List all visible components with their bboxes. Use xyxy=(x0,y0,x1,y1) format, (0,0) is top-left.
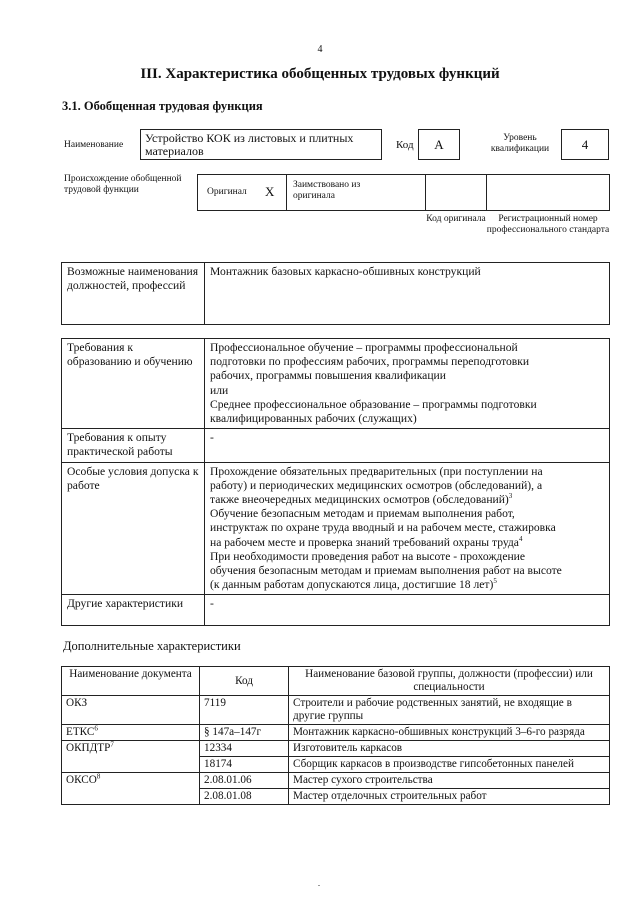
level-value: 4 xyxy=(581,137,589,152)
footnote-ref: 3 xyxy=(508,492,513,501)
text-line: квалифицированных рабочих (служащих) xyxy=(210,412,417,426)
original-cell xyxy=(197,174,287,211)
footnote-ref: 4 xyxy=(518,534,523,543)
row-code: 2.08.01.06 xyxy=(200,773,289,789)
positions-value: Монтажник базовых каркасно-обшивных конструкций xyxy=(205,263,610,325)
table-row xyxy=(62,263,610,325)
code-label: Код xyxy=(396,139,414,151)
function-name-value: Устройство КОК из листовых и плитных материалов xyxy=(145,131,354,158)
table-header-row xyxy=(62,667,610,696)
scan-speck xyxy=(318,885,320,886)
text-line: (к данным работам допускаются лица, достигшие 18 лет)$^5$ xyxy=(210,577,497,592)
education-label: Требования к образованию и обучению xyxy=(62,339,205,429)
subsection-title: 3.1. Обобщенная трудовая функция xyxy=(62,99,263,113)
reg-caption: Регистрационный номер профессионального стандарта xyxy=(486,214,610,235)
original-mark: X xyxy=(265,184,275,199)
text-line: Обучение безопасным методам и приемам выполнения работ, xyxy=(210,507,515,521)
admission-value xyxy=(205,462,610,595)
admission-label: Особые условия допуска к работе xyxy=(62,462,205,595)
row-name: Изготовитель каркасов xyxy=(289,741,610,757)
additional-title: Дополнительные характеристики xyxy=(63,639,241,653)
row-code: § 147а–147г xyxy=(200,725,289,741)
experience-value: - xyxy=(205,429,610,462)
function-name-box xyxy=(140,129,382,160)
level-label: Уровень квалификации xyxy=(490,133,550,154)
row-name: Мастер сухого строительства xyxy=(289,773,610,789)
positions-label: Возможные наименования должностей, профессий xyxy=(62,263,205,325)
header-name: Наименование базовой группы, должности (профессии) или специальности xyxy=(289,667,610,696)
row-name: Сборщик каркасов в производстве гипсобетонных панелей xyxy=(289,757,610,773)
row-code: 12334 xyxy=(200,741,289,757)
requirements-table xyxy=(61,338,610,626)
text-line: При необходимости проведения работ на высоте - прохождение xyxy=(210,549,526,563)
text-line: работу) и периодических медицинских осмотров (обследований), а xyxy=(210,478,543,492)
row-doc: ОКСО$^8$ xyxy=(62,773,200,805)
row-doc: ЕТКС$^6$ xyxy=(62,725,200,741)
text-line: подготовки по профессиям рабочих, программы переподготовки xyxy=(210,355,530,369)
name-label: Наименование xyxy=(64,140,124,150)
row-code: 7119 xyxy=(200,696,289,725)
original-label: Оригинал xyxy=(207,187,247,197)
level-box xyxy=(561,129,609,160)
section-title: III. Характеристика обобщенных трудовых функций xyxy=(140,66,500,82)
header-doc: Наименование документа xyxy=(62,667,200,696)
table-row xyxy=(62,429,610,462)
table-row xyxy=(62,462,610,595)
reg-number-cell xyxy=(486,174,610,211)
borrowed-cell xyxy=(286,174,426,211)
text-line: рабочих, программы повышения квалификации xyxy=(210,369,446,383)
row-name: Монтажник каркасно-обшивных конструкций 3–6-го разряда xyxy=(289,725,610,741)
text-line: или xyxy=(210,383,229,397)
experience-label: Требования к опыту практической работы xyxy=(62,429,205,462)
text-line: обучения безопасным методам и приемам выполнения работ на высоте xyxy=(210,564,562,578)
borrowed-label: Заимствовано из оригинала xyxy=(293,180,361,201)
other-value: - xyxy=(205,595,610,626)
row-name: Мастер отделочных строительных работ xyxy=(289,789,610,805)
row-doc: ОКЗ xyxy=(62,696,200,725)
text-line: Профессиональное обучение – программы профессиональной xyxy=(210,341,518,354)
text-line: инструктаж по охране труда вводный и на рабочем месте, стажировка xyxy=(210,521,556,535)
code-caption: Код оригинала xyxy=(426,214,486,224)
additional-table xyxy=(61,666,610,805)
table-row xyxy=(62,725,610,741)
row-code: 18174 xyxy=(200,757,289,773)
row-code: 2.08.01.08 xyxy=(200,789,289,805)
row-doc: ОКПДТР$^7$ xyxy=(62,741,200,773)
education-value xyxy=(205,339,610,429)
text-line: Прохождение обязательных предварительных (при поступлении на xyxy=(210,464,543,478)
page-number: 4 xyxy=(317,44,323,55)
row-name: Строители и рабочие родственных занятий, не входящие в другие группы xyxy=(289,696,610,725)
footnote-ref: 5 xyxy=(493,577,497,586)
table-row xyxy=(62,339,610,429)
other-label: Другие характеристики xyxy=(62,595,205,626)
origin-label: Происхождение обобщенной трудовой функции xyxy=(64,174,182,195)
text-line: Среднее профессиональное образование – программы подготовки xyxy=(210,397,537,411)
table-row xyxy=(62,773,610,789)
original-code-cell xyxy=(425,174,487,211)
positions-table xyxy=(61,262,610,325)
text-line: на рабочем месте и проверка знаний требований охраны труда$^4$ xyxy=(210,534,523,549)
code-box xyxy=(418,129,460,160)
text-line: также внеочередных медицинских осмотров (обследований)$^3$ xyxy=(210,492,513,507)
table-row xyxy=(62,595,610,626)
table-row xyxy=(62,741,610,757)
code-value: А xyxy=(434,137,444,152)
table-row xyxy=(62,696,610,725)
header-code: Код xyxy=(200,667,289,696)
